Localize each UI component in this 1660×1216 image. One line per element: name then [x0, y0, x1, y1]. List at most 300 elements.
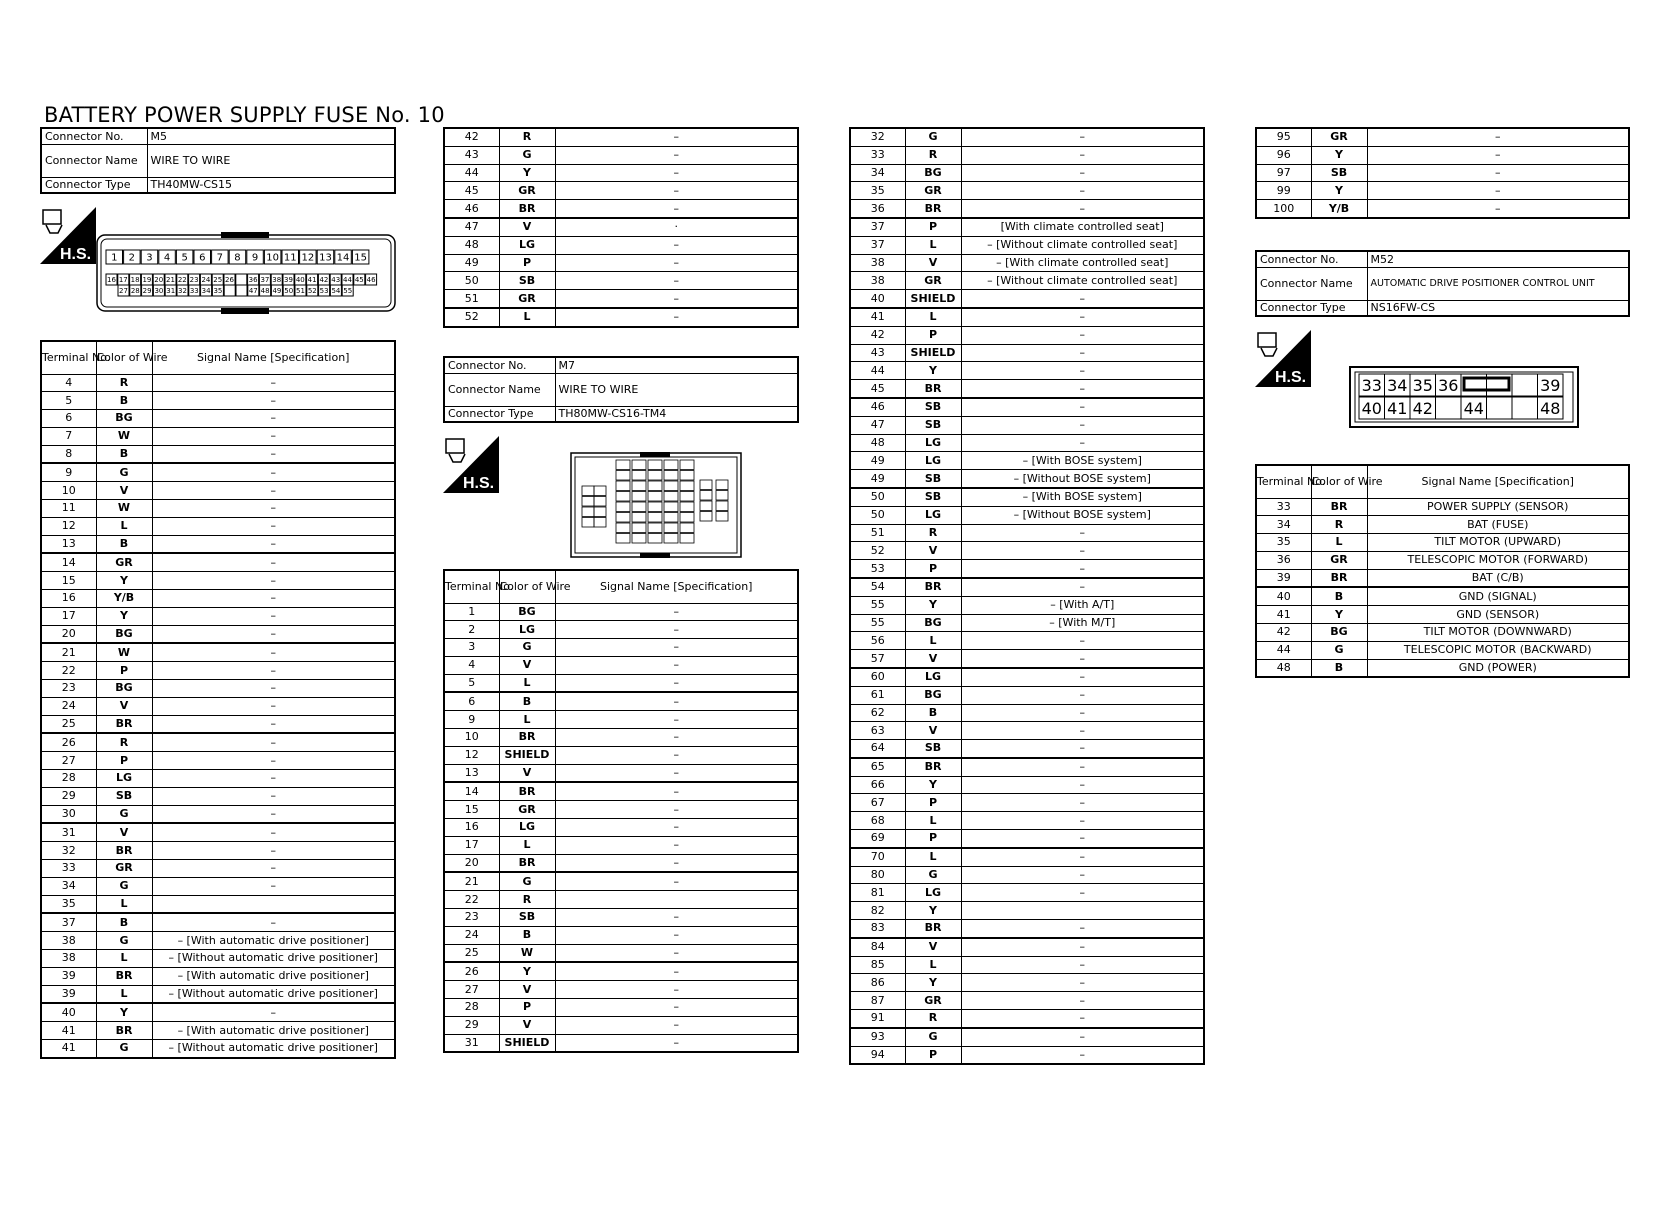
wire-color-cell: SB	[905, 398, 961, 416]
signal-name-cell: –	[961, 884, 1204, 902]
wire-color-cell: LG	[905, 884, 961, 902]
cavity-number: 44	[1463, 398, 1484, 418]
connector-name-value: WIRE TO WIRE	[147, 144, 395, 177]
cavity-number: 42	[1412, 398, 1433, 418]
signal-name-cell: –	[961, 434, 1204, 452]
table-row	[850, 866, 1204, 884]
terminal-no-cell: 17	[444, 836, 499, 854]
connector-cavity	[632, 502, 646, 512]
table-row	[850, 974, 1204, 992]
terminal-no-cell: 42	[444, 128, 499, 146]
wire-color-cell: L	[499, 674, 555, 692]
table-row	[850, 416, 1204, 434]
terminal-no-cell: 6	[444, 692, 499, 710]
connector-cavity	[648, 513, 662, 523]
terminal-no-cell: 95	[1256, 128, 1311, 146]
connector-cavity	[700, 501, 712, 511]
cavity-number: 21	[166, 276, 175, 285]
signal-name-cell: –	[152, 842, 395, 860]
terminal-no-cell: 30	[41, 805, 96, 823]
signal-name-cell: – [With BOSE system]	[961, 452, 1204, 470]
wire-color-cell: R	[499, 891, 555, 909]
connector-cavity	[680, 481, 694, 491]
signal-name-cell: –	[961, 1046, 1204, 1064]
table-row	[444, 981, 798, 999]
wire-color-cell: BR	[499, 782, 555, 800]
signal-name-cell: –	[961, 830, 1204, 848]
connector-cavity	[582, 497, 594, 507]
wire-color-cell: Y	[1311, 606, 1367, 624]
table-row	[444, 729, 798, 747]
wire-color-cell: SB	[499, 272, 555, 290]
connector-cavity	[632, 523, 646, 533]
connector-type-value: TH40MW-CS15	[147, 177, 395, 193]
table-row	[41, 770, 395, 788]
terminal-no-cell: 23	[41, 680, 96, 698]
connector-cavity	[616, 471, 630, 481]
connector-cavity	[632, 460, 646, 470]
terminal-no-cell: 33	[850, 146, 905, 164]
terminal-no-cell: 41	[850, 308, 905, 326]
signal-name-cell: –	[152, 607, 395, 625]
table-row	[850, 794, 1204, 812]
table-row	[444, 891, 798, 909]
terminal-no-cell: 33	[41, 860, 96, 878]
wire-color-cell: P	[96, 752, 152, 770]
color-of-wire-header: Color of Wire	[1311, 465, 1367, 498]
wire-color-cell: V	[905, 542, 961, 560]
terminal-no-cell: 45	[444, 182, 499, 200]
table-row	[444, 656, 798, 674]
wire-color-cell: V	[905, 938, 961, 956]
terminal-no-cell: 26	[444, 962, 499, 980]
wire-color-cell: P	[905, 326, 961, 344]
wire-color-cell: L	[905, 632, 961, 650]
cavity-number: 55	[343, 287, 353, 296]
color-of-wire-header: Color of Wire	[96, 341, 152, 374]
cavity-number: 36	[1438, 375, 1459, 395]
signal-name-cell: –	[961, 704, 1204, 722]
terminal-no-cell: 45	[850, 380, 905, 398]
table-row	[444, 962, 798, 980]
signal-name-cell: –	[961, 164, 1204, 182]
signal-name-cell: –	[555, 621, 798, 639]
terminal-no-cell: 15	[41, 572, 96, 590]
connector-cavity	[616, 492, 630, 502]
wire-color-cell: G	[905, 128, 961, 146]
connector-cavity	[680, 502, 694, 512]
signal-name-cell: –	[152, 643, 395, 661]
signal-name-cell: –	[1367, 200, 1629, 218]
terminal-no-cell: 25	[444, 944, 499, 962]
terminal-no-cell: 100	[1256, 200, 1311, 218]
signal-name-cell: –	[961, 668, 1204, 686]
wire-color-cell: SB	[905, 488, 961, 506]
terminal-no-cell: 5	[41, 392, 96, 410]
signal-name-cell: –	[961, 974, 1204, 992]
table-row	[444, 999, 798, 1017]
table-row	[444, 872, 798, 890]
pin-table-m5	[40, 340, 396, 1059]
table-row	[850, 506, 1204, 524]
table-row	[41, 1039, 395, 1057]
table-row	[444, 218, 798, 236]
wire-color-cell: GR	[96, 553, 152, 571]
signal-name-header: Signal Name [Specification]	[555, 570, 798, 603]
wire-color-cell: Y	[905, 776, 961, 794]
table-row	[41, 590, 395, 608]
terminal-no-cell: 2	[444, 621, 499, 639]
connector-cavity	[648, 481, 662, 491]
table-row	[41, 697, 395, 715]
terminal-no-cell: 44	[1256, 641, 1311, 659]
terminal-no-cell: 69	[850, 830, 905, 848]
wire-color-cell: BR	[1311, 569, 1367, 587]
terminal-no-cell: 35	[1256, 534, 1311, 552]
terminal-no-cell: 39	[1256, 569, 1311, 587]
cavity-number: 22	[177, 276, 187, 285]
table-row	[850, 236, 1204, 254]
terminal-no-cell: 32	[850, 128, 905, 146]
wire-color-cell: LG	[905, 668, 961, 686]
signal-name-cell: GND (SIGNAL)	[1367, 587, 1629, 605]
terminal-no-cell: 48	[444, 236, 499, 254]
table-row	[850, 542, 1204, 560]
terminal-no-cell: 85	[850, 956, 905, 974]
cavity-number: 19	[142, 276, 152, 285]
signal-name-cell: –	[555, 128, 798, 146]
connector-cavity	[1512, 397, 1538, 419]
wire-color-cell: BG	[1311, 624, 1367, 642]
wire-color-cell: BR	[1311, 498, 1367, 516]
harness-side-icon	[1255, 330, 1311, 387]
wire-color-cell: P	[905, 560, 961, 578]
table-row	[850, 524, 1204, 542]
signal-name-cell: –	[152, 500, 395, 518]
signal-name-cell: –	[961, 1010, 1204, 1028]
signal-name-cell: –	[152, 517, 395, 535]
terminal-no-cell: 39	[41, 967, 96, 985]
table-row	[444, 603, 798, 621]
table-row	[41, 950, 395, 968]
terminal-no-cell: 8	[41, 445, 96, 463]
terminal-no-cell: 62	[850, 704, 905, 722]
terminal-no-cell: 46	[444, 200, 499, 218]
signal-name-cell: –	[555, 782, 798, 800]
signal-name-cell: –	[961, 722, 1204, 740]
wire-color-cell: Y	[96, 572, 152, 590]
wire-color-cell: W	[499, 944, 555, 962]
terminal-no-cell: 20	[41, 625, 96, 643]
wire-color-cell: BR	[499, 729, 555, 747]
terminal-no-cell: 25	[41, 715, 96, 733]
connector-cavity	[616, 534, 630, 544]
signal-name-cell: –	[555, 729, 798, 747]
terminal-no-cell: 24	[444, 926, 499, 944]
wire-color-cell: P	[905, 218, 961, 236]
connector-type-value: TH80MW-CS16-TM4	[555, 406, 798, 422]
wire-color-cell: V	[499, 656, 555, 674]
signal-name-cell: –	[961, 182, 1204, 200]
wire-color-cell: BR	[499, 854, 555, 872]
wire-color-cell: GR	[1311, 551, 1367, 569]
terminal-no-cell: 29	[444, 1016, 499, 1034]
connector-face-m5	[96, 234, 396, 312]
table-row	[850, 830, 1204, 848]
signal-name-cell: –	[1367, 182, 1629, 200]
terminal-no-header: Terminal No.	[1256, 465, 1311, 498]
color-of-wire-header: Color of Wire	[499, 570, 555, 603]
connector-cavity	[632, 534, 646, 544]
signal-name-cell: –	[555, 164, 798, 182]
cavity-number: 37	[260, 276, 270, 285]
table-row	[41, 553, 395, 571]
table-row	[444, 200, 798, 218]
terminal-no-cell: 28	[444, 999, 499, 1017]
terminal-no-cell: 41	[41, 1039, 96, 1057]
cavity-number: 11	[283, 252, 297, 264]
wire-color-cell: LG	[499, 621, 555, 639]
terminal-no-cell: 34	[41, 877, 96, 895]
connector-cavity	[716, 512, 728, 522]
terminal-no-cell: 21	[41, 643, 96, 661]
terminal-no-cell: 22	[41, 662, 96, 680]
signal-name-cell: TELESCOPIC MOTOR (FORWARD)	[1367, 551, 1629, 569]
signal-name-cell: –	[961, 200, 1204, 218]
wire-color-cell: SB	[499, 909, 555, 927]
terminal-no-cell: 68	[850, 812, 905, 830]
signal-name-cell: –	[152, 625, 395, 643]
terminal-no-cell: 55	[850, 596, 905, 614]
wire-color-cell: GR	[96, 860, 152, 878]
terminal-no-cell: 47	[444, 218, 499, 236]
table-row	[1256, 146, 1629, 164]
pin-table-m52	[1255, 464, 1630, 678]
terminal-no-cell: 66	[850, 776, 905, 794]
wire-color-cell: BR	[499, 200, 555, 218]
table-row	[444, 621, 798, 639]
wire-color-cell: BR	[905, 578, 961, 596]
connector-cavity	[664, 523, 678, 533]
table-row	[41, 805, 395, 823]
terminal-no-cell: 40	[850, 290, 905, 308]
signal-name-cell: – [Without BOSE system]	[961, 506, 1204, 524]
terminal-no-cell: 35	[850, 182, 905, 200]
signal-name-cell: –	[961, 740, 1204, 758]
table-row	[850, 740, 1204, 758]
cavity-number: 6	[199, 252, 206, 264]
terminal-no-cell: 49	[444, 254, 499, 272]
wire-color-cell: B	[96, 913, 152, 931]
signal-name-cell	[961, 902, 1204, 920]
signal-name-cell: –	[555, 944, 798, 962]
cavity-number: 18	[130, 276, 140, 285]
table-row	[850, 686, 1204, 704]
table-row	[850, 560, 1204, 578]
wire-color-cell: B	[96, 535, 152, 553]
harness-side-icon	[443, 436, 499, 493]
connector-cavity	[680, 492, 694, 502]
table-row	[444, 819, 798, 837]
cavity-number: 5	[181, 252, 188, 264]
signal-name-cell: GND (SENSOR)	[1367, 606, 1629, 624]
terminal-no-cell: 51	[850, 524, 905, 542]
terminal-no-cell: 11	[41, 500, 96, 518]
connector-cavity	[594, 518, 606, 528]
terminal-no-cell: 50	[850, 488, 905, 506]
table-row	[41, 374, 395, 392]
table-row	[850, 200, 1204, 218]
signal-name-cell: –	[555, 764, 798, 782]
terminal-no-cell: 80	[850, 866, 905, 884]
terminal-no-cell: 4	[41, 374, 96, 392]
terminal-no-cell: 82	[850, 902, 905, 920]
signal-name-cell: –	[961, 308, 1204, 326]
table-row	[1256, 128, 1629, 146]
table-row	[850, 920, 1204, 938]
wire-color-cell: R	[905, 146, 961, 164]
signal-name-cell: –	[555, 692, 798, 710]
signal-name-cell: –	[152, 392, 395, 410]
connector-cavity	[664, 502, 678, 512]
table-row	[41, 607, 395, 625]
signal-name-cell: –	[961, 794, 1204, 812]
table-row	[41, 572, 395, 590]
wire-color-cell: GR	[905, 182, 961, 200]
signal-name-header: Signal Name [Specification]	[1367, 465, 1629, 498]
signal-name-header: Signal Name [Specification]	[152, 341, 395, 374]
terminal-no-cell: 27	[41, 752, 96, 770]
terminal-no-cell: 47	[850, 416, 905, 434]
terminal-no-cell: 16	[444, 819, 499, 837]
table-row	[850, 452, 1204, 470]
signal-name-cell: –	[555, 801, 798, 819]
signal-name-cell: [With climate controlled seat]	[961, 218, 1204, 236]
connector-cavity	[648, 471, 662, 481]
table-row	[850, 650, 1204, 668]
wire-color-cell: Y	[499, 962, 555, 980]
connector-cavity	[632, 492, 646, 502]
terminal-no-cell: 44	[444, 164, 499, 182]
signal-name-cell: TILT MOTOR (DOWNWARD)	[1367, 624, 1629, 642]
connector-name-value: AUTOMATIC DRIVE POSITIONER CONTROL UNIT	[1367, 267, 1629, 300]
terminal-no-cell: 65	[850, 758, 905, 776]
table-row	[444, 1034, 798, 1052]
table-row	[444, 639, 798, 657]
wire-color-cell: R	[96, 374, 152, 392]
connector-type-label: Connector Type	[1256, 300, 1367, 316]
connector-cavity	[664, 513, 678, 523]
table-row	[850, 254, 1204, 272]
wire-color-cell: V	[499, 1016, 555, 1034]
table-row	[41, 715, 395, 733]
connector-name-value: WIRE TO WIRE	[555, 373, 798, 406]
signal-name-cell: –	[961, 326, 1204, 344]
signal-name-cell: –	[961, 362, 1204, 380]
signal-name-cell: –	[152, 752, 395, 770]
wire-color-cell: BR	[905, 920, 961, 938]
table-row	[41, 517, 395, 535]
table-row	[444, 128, 798, 146]
table-row	[41, 680, 395, 698]
table-row	[444, 926, 798, 944]
cavity-number: 12	[301, 252, 315, 264]
wire-color-cell: B	[1311, 587, 1367, 605]
connector-cavity	[594, 486, 606, 496]
cavity-number: 33	[189, 287, 199, 296]
terminal-no-cell: 34	[1256, 516, 1311, 534]
pin-table-m7-continued	[849, 127, 1205, 1065]
wire-color-cell: BG	[96, 625, 152, 643]
signal-name-cell: – [With BOSE system]	[961, 488, 1204, 506]
signal-name-cell: –	[555, 254, 798, 272]
wire-color-cell: V	[96, 697, 152, 715]
cavity-number: 8	[234, 252, 241, 264]
table-row	[1256, 624, 1629, 642]
cavity-number: 42	[319, 276, 329, 285]
connector-cavity	[680, 523, 694, 533]
connector-type-label: Connector Type	[444, 406, 555, 422]
signal-name-cell: – [With automatic drive positioner]	[152, 1022, 395, 1040]
terminal-no-cell: 84	[850, 938, 905, 956]
cavity-number: 27	[119, 287, 128, 296]
table-row	[850, 884, 1204, 902]
wire-color-cell: BG	[96, 680, 152, 698]
connector-info-m7	[443, 356, 799, 423]
cavity-number: 35	[1412, 375, 1433, 395]
cavity-number: 39	[284, 276, 293, 285]
terminal-no-cell: 14	[41, 553, 96, 571]
terminal-no-cell: 31	[444, 1034, 499, 1052]
table-row	[850, 488, 1204, 506]
cavity-number: 46	[366, 276, 376, 285]
signal-name-cell: –	[555, 1034, 798, 1052]
connector-face-m7	[570, 452, 742, 558]
cavity-number: 36	[248, 276, 258, 285]
wire-color-cell: Y	[905, 362, 961, 380]
wire-color-cell: B	[96, 392, 152, 410]
connector-cavity	[1436, 397, 1462, 419]
signal-name-cell: –	[152, 680, 395, 698]
terminal-no-cell: 43	[850, 344, 905, 362]
table-row	[850, 668, 1204, 686]
table-row	[850, 146, 1204, 164]
signal-name-cell: –	[1367, 128, 1629, 146]
wire-color-cell: L	[905, 812, 961, 830]
signal-name-cell: – [Without BOSE system]	[961, 470, 1204, 488]
wire-color-cell: BG	[499, 603, 555, 621]
terminal-no-cell: 49	[850, 452, 905, 470]
table-row	[850, 812, 1204, 830]
connector-cavity	[664, 460, 678, 470]
table-row	[444, 674, 798, 692]
connector-cavity	[582, 518, 594, 528]
wire-color-cell: BR	[905, 380, 961, 398]
terminal-no-cell: 17	[41, 607, 96, 625]
signal-name-cell: – [With A/T]	[961, 596, 1204, 614]
signal-name-cell: –	[152, 877, 395, 895]
signal-name-cell: –	[555, 674, 798, 692]
table-row	[850, 758, 1204, 776]
wire-color-cell: LG	[499, 236, 555, 254]
wire-color-cell: V	[96, 823, 152, 841]
connector-cavity	[716, 501, 728, 511]
signal-name-cell: – [With M/T]	[961, 614, 1204, 632]
signal-name-cell: –	[961, 632, 1204, 650]
wire-color-cell: GR	[905, 272, 961, 290]
table-row	[850, 290, 1204, 308]
table-row	[850, 938, 1204, 956]
